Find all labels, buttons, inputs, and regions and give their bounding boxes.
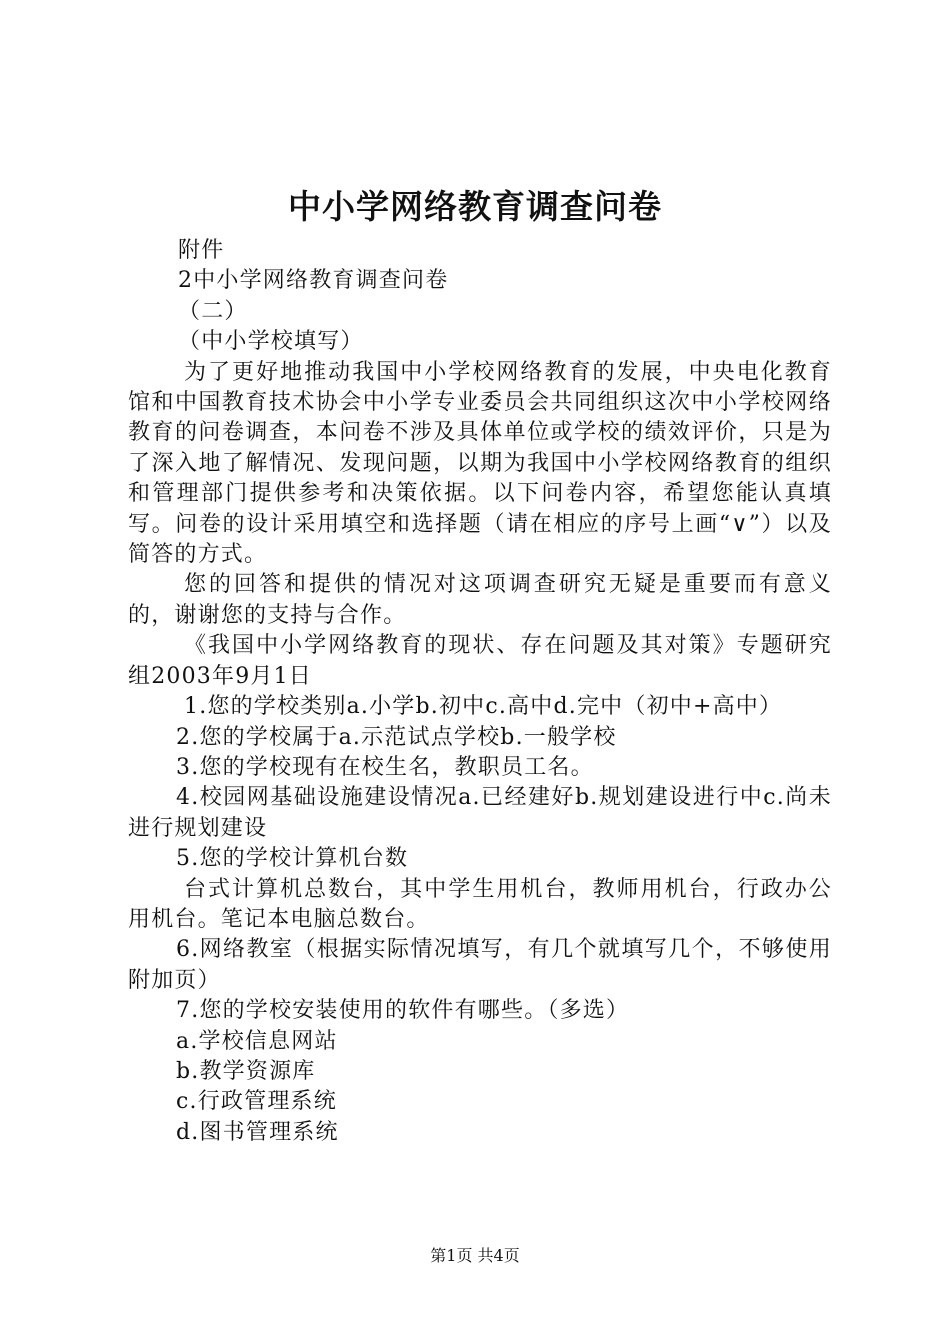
page-footer: 第1页 共4页 (430, 1246, 520, 1265)
question-7-option-c: c.行政管理系统 (176, 1089, 337, 1115)
question-1: 1.您的学校类别a.小学b.初中c.高中d.完中（初中+高中） (184, 694, 783, 720)
question-5-detail: 台式计算机总数台，其中学生用机台，教师用机台，行政办公用机台。笔记本电脑总数台。 (128, 876, 832, 932)
question-7-option-a: a.学校信息网站 (176, 1028, 338, 1054)
attachment-label: 附件 (178, 238, 225, 263)
question-3: 3.您的学校现有在校生名，教职员工名。 (176, 754, 594, 780)
signature-paragraph: 《我国中小学网络教育的现状、存在问题及其对策》专题研究组2003年9月1日 (128, 633, 832, 689)
document-title: 中小学网络教育调查问卷 (288, 187, 662, 226)
thanks-paragraph: 您的回答和提供的情况对这项调查研究无疑是重要而有意义的，谢谢您的支持与合作。 (128, 572, 832, 628)
question-2: 2.您的学校属于a.示范试点学校b.一般学校 (176, 724, 617, 750)
question-7-option-d: d.图书管理系统 (176, 1119, 339, 1145)
filler-note: （中小学校填写） (178, 329, 364, 355)
intro-paragraph: 为了更好地推动我国中小学校网络教育的发展，中央电化教育馆和中国教育技术协会中小学专业委员会共同组织这次中小学校网络教育的问卷调查，本问卷不涉及具体单位或学校的绩效评价，只是为了深入地了解情况、发现问题，以期为我国中小学校网络教育的组织和管理部门提供参考和决策依据。以下问卷内容，希望您能认真填写。问卷的设计采用填空和选择题（请在相应的序号上画“∨”）以及简答的方式。 (128, 359, 832, 568)
question-6: 6.网络教室（根据实际情况填写，有几个就填写几个，不够使用附加页） (128, 937, 832, 993)
questionnaire-subtitle: 2中小学网络教育调查问卷 (178, 268, 449, 294)
document-body (128, 236, 832, 1148)
question-7: 7.您的学校安装使用的软件有哪些。（多选） (176, 998, 630, 1024)
question-5: 5.您的学校计算机台数 (176, 846, 409, 872)
part-label: （二） (178, 298, 248, 324)
question-7-option-b: b.教学资源库 (176, 1058, 316, 1084)
question-4: 4.校园网基础设施建设情况a.已经建好b.规划建设进行中c.尚未进行规划建设 (128, 785, 832, 841)
